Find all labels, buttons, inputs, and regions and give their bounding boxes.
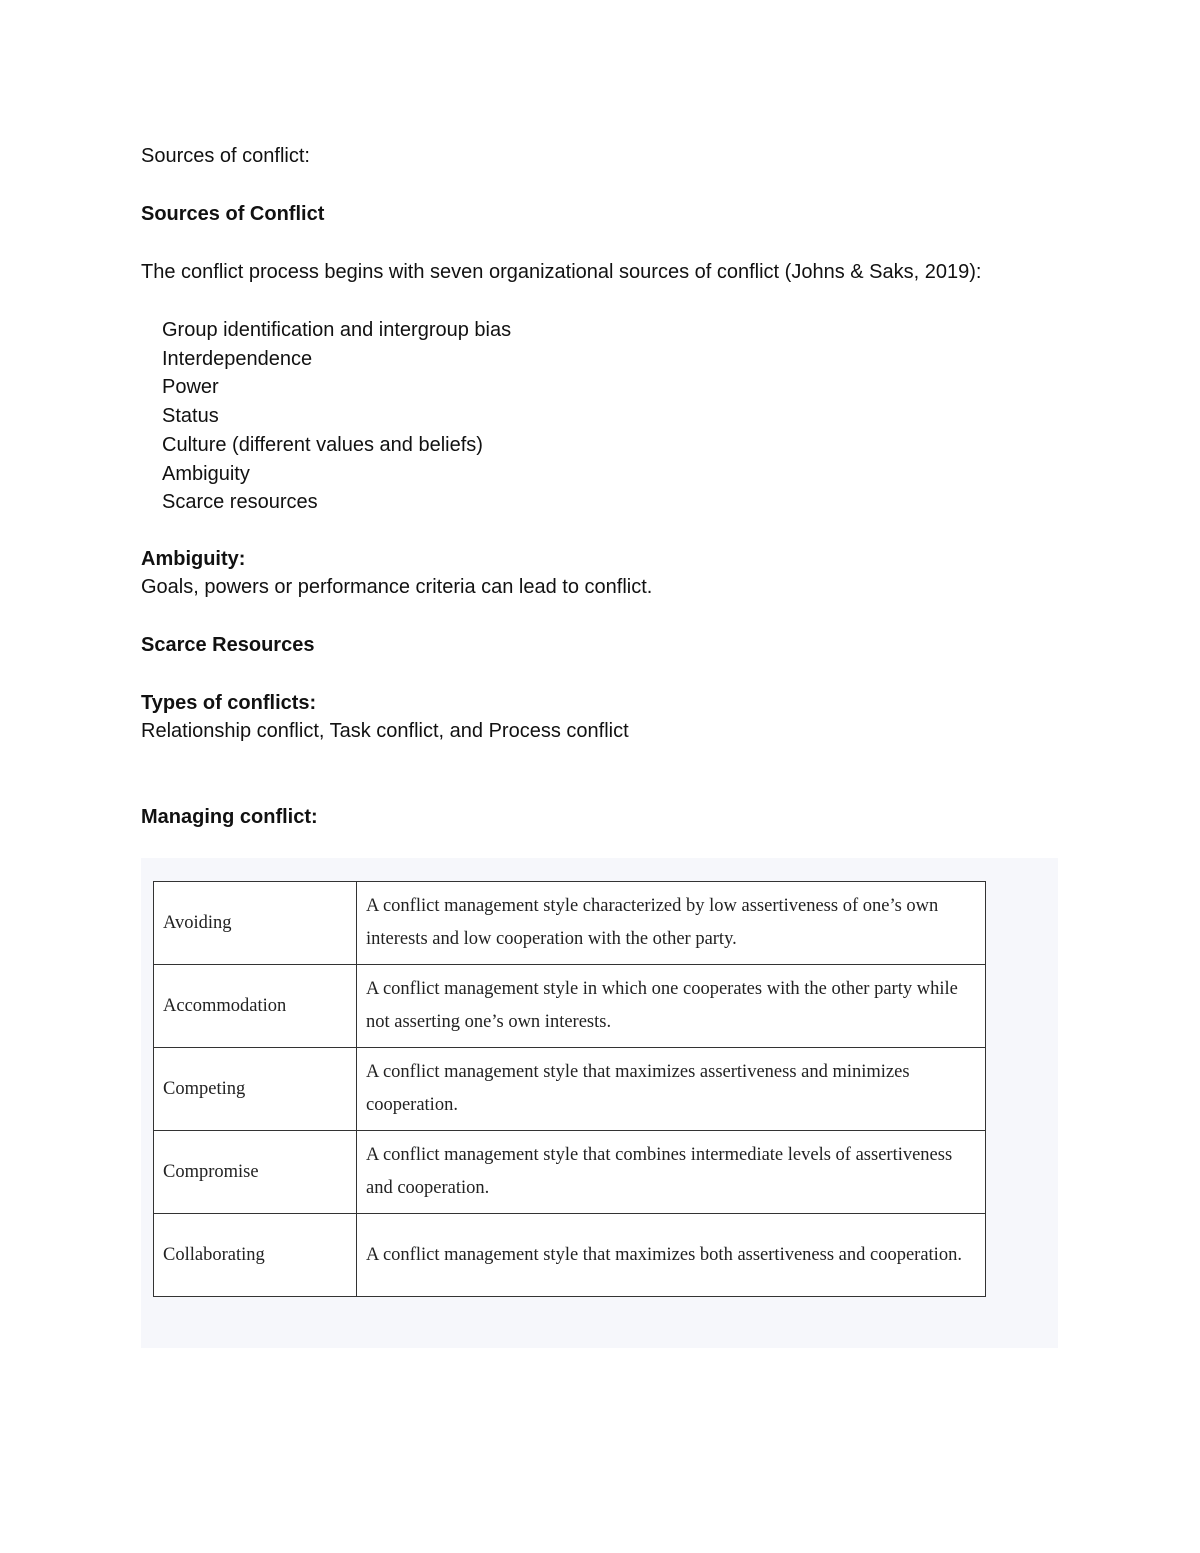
section-heading-sources: Sources of Conflict <box>141 203 325 225</box>
table-row <box>154 882 986 965</box>
sources-list <box>162 316 511 517</box>
list-item: Group identification and intergroup bias <box>162 319 512 341</box>
style-definition: A conflict management style in which one cooperates with the other party while not asserting one’s own interests. <box>357 965 986 1048</box>
table-row <box>154 1048 986 1131</box>
style-term: Compromise <box>154 1131 357 1214</box>
conflict-styles-table <box>153 881 986 1297</box>
style-term: Avoiding <box>154 882 357 965</box>
list-item: Scarce resources <box>162 491 318 514</box>
table-clip <box>153 881 987 1306</box>
list-item: Ambiguity <box>162 462 250 485</box>
managing-heading: Managing conflict: <box>141 806 318 828</box>
style-term: Accommodation <box>154 965 357 1048</box>
style-definition: A conflict management style that maximizes both assertiveness and cooperation. <box>357 1214 986 1297</box>
table-row <box>154 965 986 1048</box>
ambiguity-text: Goals, powers or performance criteria can lead to conflict. <box>141 576 653 598</box>
types-text: Relationship conflict, Task conflict, and Process conflict <box>141 720 629 742</box>
style-term: Competing <box>154 1048 357 1131</box>
list-item: Power <box>162 376 219 399</box>
list-item: Interdependence <box>162 347 313 370</box>
style-term: Collaborating <box>154 1214 357 1297</box>
scarce-resources-heading: Scarce Resources <box>141 634 315 656</box>
style-definition: A conflict management style characterized by low assertiveness of one’s own interests and low cooperation with the other party. <box>357 882 986 965</box>
list-item: Status <box>162 405 219 428</box>
style-definition: A conflict management style that combines intermediate levels of assertiveness and cooperation. <box>357 1131 986 1214</box>
ambiguity-heading: Ambiguity: <box>141 548 246 570</box>
list-item: Culture (different values and beliefs) <box>162 433 483 456</box>
table-row <box>154 1131 986 1214</box>
types-heading: Types of conflicts: <box>141 692 317 714</box>
page-heading: Sources of conflict: <box>141 145 310 167</box>
embedded-table-image <box>141 858 1058 1348</box>
style-definition: A conflict management style that maximizes assertiveness and minimizes cooperation. <box>357 1048 986 1131</box>
intro-paragraph: The conflict process begins with seven organizational sources of conflict (Johns & Saks, 2019): <box>141 261 982 283</box>
table-row <box>154 1214 986 1297</box>
